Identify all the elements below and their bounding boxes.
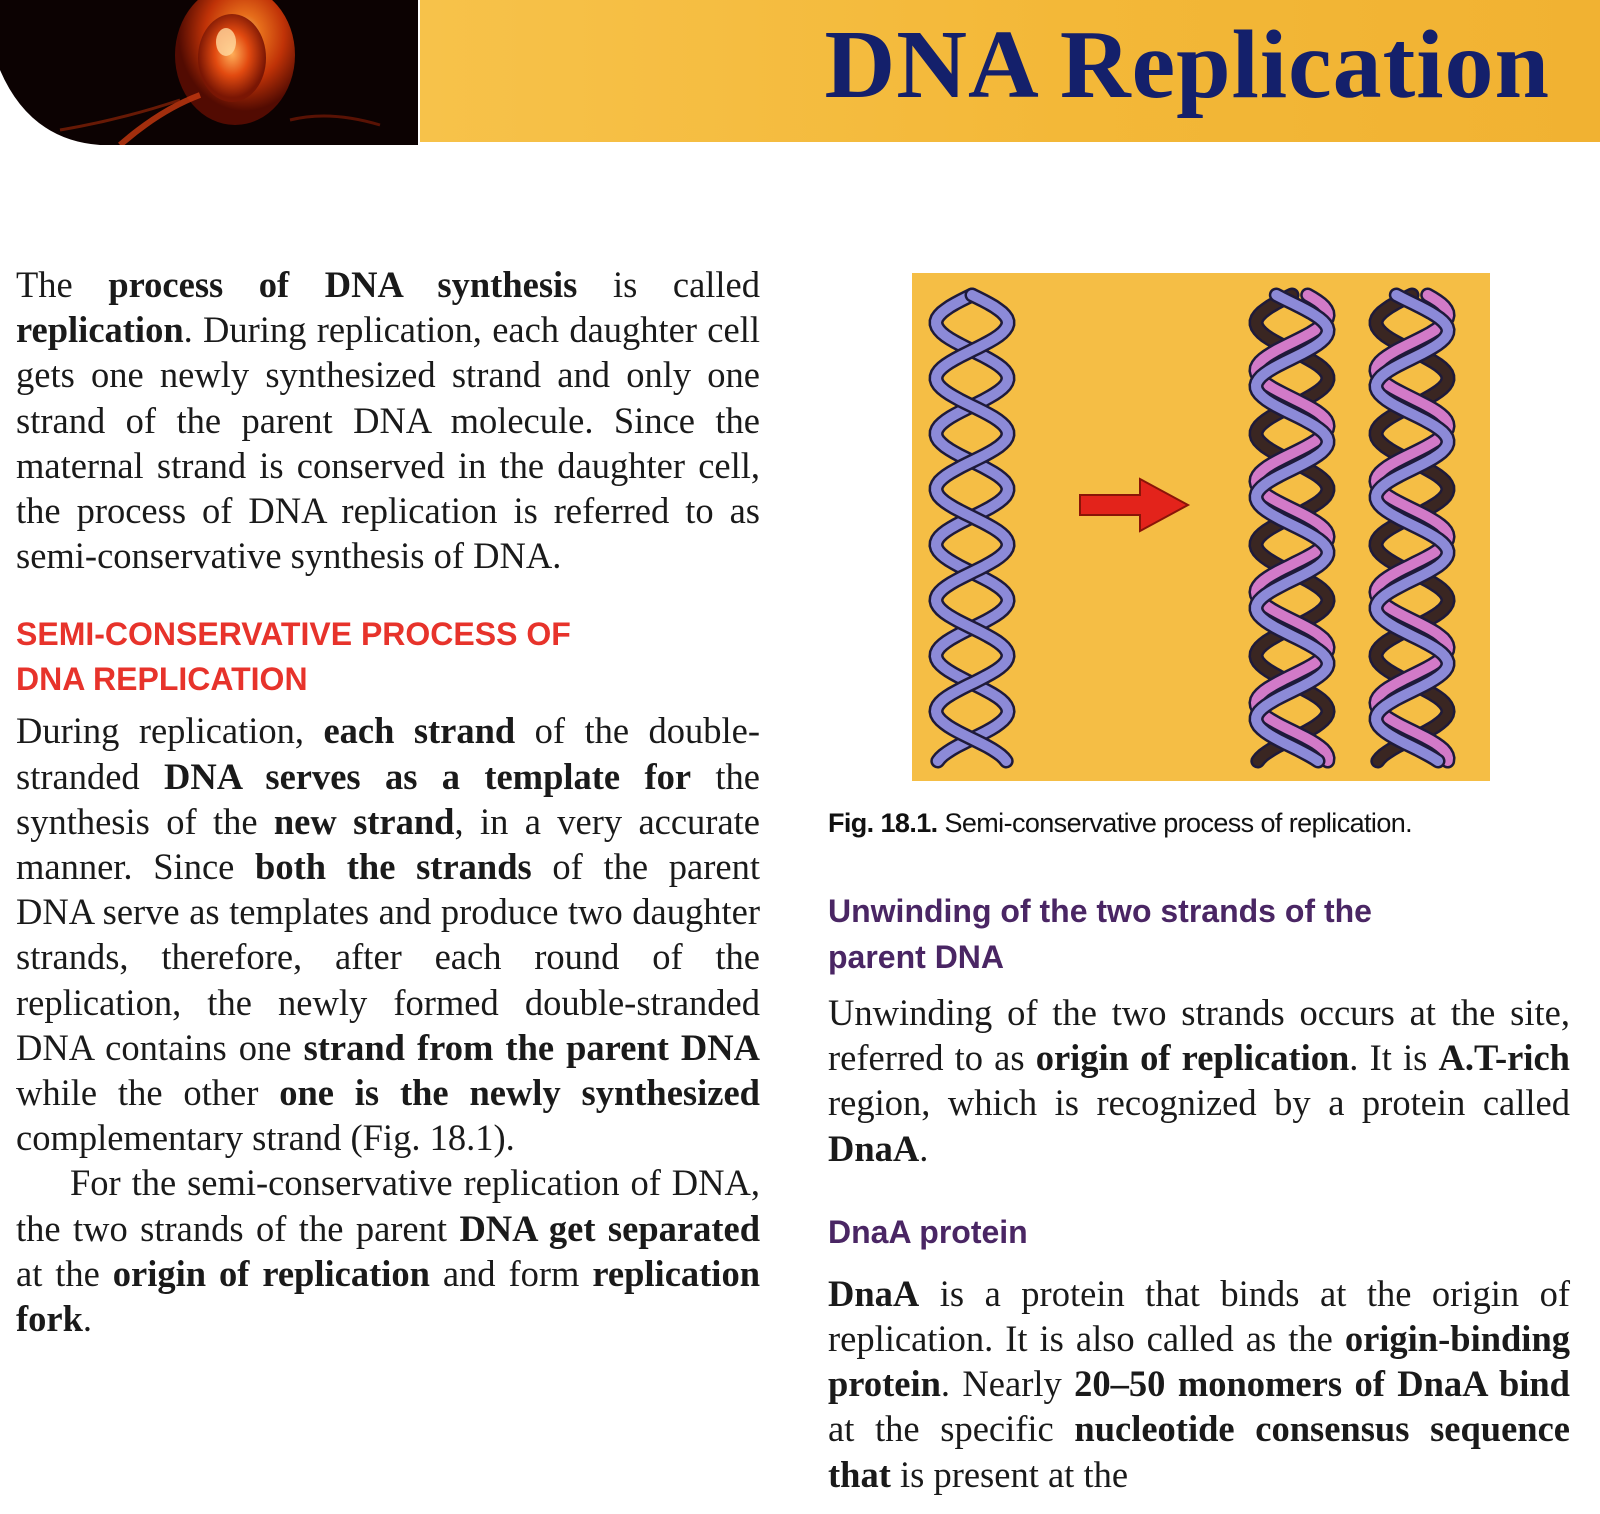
bold-term: origin of replication — [1035, 1037, 1350, 1079]
dna-helix-illustration — [912, 273, 1490, 781]
figure-semi-conservative-replication — [912, 273, 1490, 781]
figure-caption-text: Semi-conservative process of replication. — [937, 808, 1413, 838]
section-heading-line-1: SEMI-CONSERVATIVE PROCESS OF — [16, 616, 571, 653]
heading-unwinding — [828, 888, 1570, 980]
bold-term: both the strands — [255, 846, 532, 888]
bold-term: origin of replication — [112, 1252, 430, 1294]
semi-conservative-paragraph: During replication, each strand of the double-stranded DNA serves as a template for the synthesis of the new strand, in a very accurate manner. Since both the strands of the parent DNA serve as templates and produce two daughter strands, therefore, after each round of the replication, the newly formed double-stranded DNA contains one strand from the parent DNA while the other one is the newly synthesized complementary strand (Fig. 18.1). — [16, 710, 760, 1159]
bold-term: process of DNA synthesis — [108, 264, 578, 305]
bold-term: origin-binding protein — [828, 1318, 1570, 1405]
replication-fork-paragraph: For the semi-conservative replication of DNA, the two strands of the parent DNA get separated at the origin of replication and form replication fork. — [16, 1162, 760, 1340]
bold-term: replication fork — [16, 1252, 760, 1340]
intro-paragraph: The process of DNA synthesis is called replication. During replication, each daughter cell gets one newly synthesized strand and only one strand of the parent DNA molecule. Since the maternal strand is conserved in the daughter cell, the process of DNA replication is referred to as semi-conservative synthesis of DNA. — [16, 264, 760, 577]
chapter-title: DNA Replication — [824, 11, 1550, 119]
bold-term: 20–50 monomers of DnaA bind — [1074, 1363, 1570, 1405]
bold-term: DNA get separated — [459, 1207, 760, 1249]
bold-term: strand from the parent DNA — [303, 1026, 760, 1068]
bold-term: new strand — [273, 800, 455, 842]
bold-term: replication — [16, 309, 184, 351]
right-column — [828, 888, 1570, 1497]
bold-term: one is the newly synthesized — [279, 1072, 760, 1114]
bold-term: each strand — [323, 710, 516, 752]
section-heading-line-2: DNA REPLICATION — [16, 661, 308, 698]
left-column — [16, 262, 760, 1341]
header-decorative-image — [0, 0, 418, 145]
bold-term: DNA serves as a template for — [163, 755, 692, 797]
bold-term: DnaA — [828, 1127, 920, 1169]
dnaa-paragraph: DnaA is a protein that binds at the origin of replication. It is also called as the origin-binding protein. Nearly 20–50 monomers of DnaA bind at the specific nucleotide consensus sequence that is present at the — [828, 1272, 1570, 1495]
arrow-right-icon — [1080, 479, 1188, 531]
unwinding-paragraph: Unwinding of the two strands occurs at the site, referred to as origin of replication. It is A.T-rich region, which is recognized by a protein called DnaA. — [828, 992, 1570, 1169]
bold-term: nucleotide consensus sequence that — [828, 1408, 1570, 1495]
bold-term: DnaA — [828, 1272, 920, 1314]
figure-caption-number: Fig. 18.1. — [828, 808, 938, 838]
heading-unwinding-line-1: Unwinding of the two strands of the — [828, 893, 1372, 929]
heading-dnaa-protein: DnaA protein — [828, 1213, 1028, 1250]
section-heading-semi-conservative — [16, 612, 760, 702]
bold-term: A.T-rich — [1438, 1037, 1570, 1079]
heading-unwinding-line-2: parent DNA — [828, 939, 1005, 975]
figure-caption — [828, 805, 1588, 841]
